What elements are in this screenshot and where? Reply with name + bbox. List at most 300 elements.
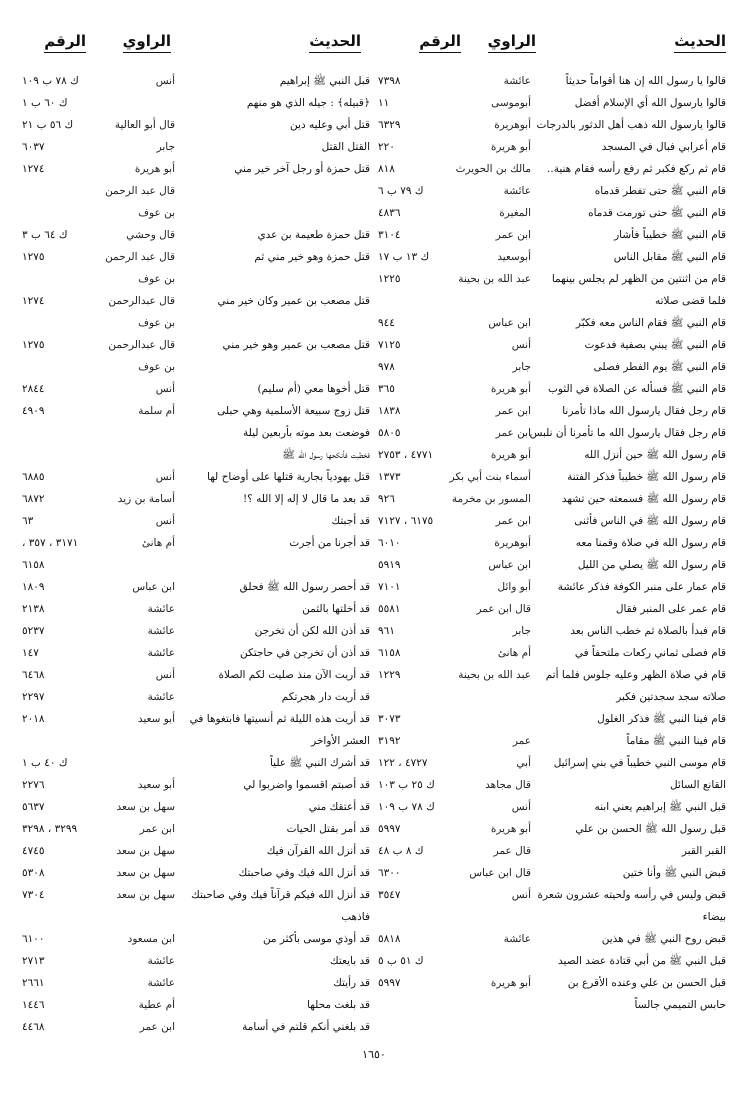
hadith-text: فخطبت فأنكحها رسول الله ﷺ [282, 449, 370, 461]
narrator: ابن عمر [495, 427, 531, 439]
narrator: أبو هريرة [490, 823, 531, 835]
narrator: جابر [512, 361, 531, 373]
hadith-text: قبل النبي ﷺ إبراهيم [279, 75, 370, 87]
narrator: أبو هريرة [490, 977, 531, 989]
right-index-column [378, 70, 726, 1030]
hadith-text: قتل حمزة أو رجل آخر خير مني [234, 163, 370, 175]
narrator: أبو سعيد [137, 779, 175, 791]
narrator: قال عبدالرحمن [108, 295, 175, 307]
hadith-text: فاذهب [341, 911, 370, 923]
reference-number: ١٤٤٦ [22, 999, 45, 1011]
hadith-text: فوضعت بعد موته بأربعين ليلة [243, 427, 370, 439]
narrator: أبو هريرة [490, 449, 531, 461]
narrator: بن عوف [138, 317, 175, 329]
narrator: أنس [155, 471, 175, 483]
reference-number: ٥٩٩٧ [378, 977, 401, 989]
narrator: أبو هريرة [490, 383, 531, 395]
hadith-text: قام فينا النبي ﷺ فذكر الغلول [597, 713, 726, 725]
header-number-left: الرقم [44, 32, 86, 53]
narrator: قال مجاهد [485, 779, 531, 791]
reference-number: ك ٤٠ ب ١ [22, 757, 68, 769]
hadith-text: قالوا يا رسول الله إن هنا أقواماً حديثاً [565, 75, 726, 87]
reference-number: ك ٦٠ ب ١ [22, 97, 68, 109]
index-entry [22, 290, 370, 312]
index-entry [378, 202, 726, 224]
index-entry [378, 994, 726, 1016]
narrator: أنس [155, 383, 175, 395]
hadith-text: القانع السائل [669, 779, 726, 791]
index-entry [22, 664, 370, 686]
hadith-text: قبل الحسن بن علي وعنده الأقرع بن [567, 977, 726, 989]
hadith-text: فلما قضى صلاته [654, 295, 726, 307]
narrator: أسامة بن زيد [117, 493, 175, 505]
reference-number: ٦٠١٠ [378, 537, 401, 549]
narrator: أبوموسى [491, 97, 531, 109]
hadith-text: قام رجل فقال يارسول الله ماذا تأمرنا [562, 405, 726, 417]
page-number: ١٦٥٠ [362, 1048, 386, 1061]
index-entry [22, 334, 370, 356]
hadith-text: قد أريت الآن منذ صليت لكم الصلاة [218, 669, 370, 681]
reference-number: ٦٣٢٩ [378, 119, 401, 131]
index-entry [378, 356, 726, 378]
narrator: عائشة [147, 977, 175, 989]
hadith-text: صلاته سجد سجدتين فكبر [616, 691, 726, 703]
reference-number: ٣٠٧٣ [378, 713, 401, 725]
narrator: أبو سعيد [137, 713, 175, 725]
narrator: ابن عمر [139, 1021, 175, 1033]
index-entry [22, 356, 370, 378]
index-entry [378, 950, 726, 972]
index-entry [378, 136, 726, 158]
hadith-text: قام من اثنتين من الظهر لم يجلس بينهما [551, 273, 726, 285]
index-entry [378, 884, 726, 906]
narrator: قال عمر [493, 845, 531, 857]
hadith-text: حابس التميمي جالساً [634, 999, 726, 1011]
index-entry [378, 92, 726, 114]
header-narrator-left: الراوي [123, 32, 171, 53]
reference-number: ١٨٣٨ [378, 405, 401, 417]
narrator: أنس [155, 515, 175, 527]
hadith-text: قد أخلتها بالثمن [302, 603, 370, 615]
reference-number: ٣١٩٢ [378, 735, 401, 747]
index-entry [378, 224, 726, 246]
narrator: مالك بن الحويرث [455, 163, 531, 175]
index-entry [378, 422, 726, 444]
index-entry [378, 928, 726, 950]
hadith-text: قام النبي ﷺ خطيباً فأشار [614, 229, 726, 241]
hadith-text: قد أريت دار هجرتكم [281, 691, 370, 703]
reference-number: ١٣٧٣ [378, 471, 401, 483]
hadith-text: قد أجرنا من أجرت [289, 537, 370, 549]
reference-number: ٧١٠١ [378, 581, 401, 593]
hadith-text: قام رسول الله ﷺ في الناس فأثنى [574, 515, 726, 527]
hadith-text: قام النبي ﷺ حتى تفطر قدماه [594, 185, 726, 197]
reference-number: ١٢٧٥ [22, 339, 45, 351]
reference-number: ك ٧٩ ب ٦ [378, 185, 424, 197]
hadith-text: قبض وليس في رأسه ولحيته عشرون شعرة [537, 889, 726, 901]
narrator: عائشة [503, 933, 531, 945]
reference-number: ٥٩٩٧ [378, 823, 401, 835]
reference-number: ٢٢٧٦ [22, 779, 45, 791]
index-entry [378, 620, 726, 642]
reference-number: ٦٠٣٧ [22, 141, 45, 153]
hadith-text: قتل يهودياً بجارية قتلها على أوضاح لها [207, 471, 370, 483]
index-entry [22, 620, 370, 642]
reference-number: ١٤٧ [22, 647, 39, 659]
index-entry [378, 554, 726, 576]
index-entry [22, 224, 370, 246]
narrator: أبوهريرة [494, 537, 531, 549]
hadith-text: قتل أخوها معي (أم سليم) [257, 383, 370, 395]
index-entry [378, 708, 726, 730]
hadith-text: قام رسول الله في صلاة وقمنا معه [575, 537, 726, 549]
narrator: أنس [511, 889, 531, 901]
hadith-text: قالوا يارسول الله أي الإسلام أفضل [574, 97, 726, 109]
hadith-text: قد بلغني أنكم قلتم في أسامة [242, 1021, 370, 1033]
index-entry [22, 818, 370, 840]
index-entry [378, 906, 726, 928]
narrator: قال عبد الرحمن [105, 251, 175, 263]
reference-number: ٤٤٦٨ [22, 1021, 45, 1033]
hadith-text: قد بلغت محلها [307, 999, 370, 1011]
reference-number: ٥٥٨١ [378, 603, 401, 615]
reference-number: ١٢٢٩ [378, 669, 401, 681]
reference-number: ٦٨٨٥ [22, 471, 45, 483]
narrator: ابن عمر [495, 515, 531, 527]
hadith-text: قد أجبتك [331, 515, 370, 527]
narrator: أبو هريرة [490, 141, 531, 153]
reference-number: ٧٣٩٨ [378, 75, 401, 87]
index-entry [22, 840, 370, 862]
hadith-text: قبل النبي ﷺ من أبي قتادة عضد الصيد [558, 955, 726, 967]
narrator: أبو وائل [497, 581, 531, 593]
narrator: ابن عمر [139, 823, 175, 835]
reference-number: ك ٨ ب ٤٨ [378, 845, 424, 857]
hadith-text: قد أنزل الله القرآن فيك [266, 845, 370, 857]
header-hadith-right: الحديث [674, 32, 726, 53]
reference-number: ٦١٧٥ ، ٧١٢٧ [378, 515, 434, 527]
hadith-text: قد أنزل الله فيكم قرآناً فيك وفي صاحبتك [191, 889, 370, 901]
index-entry [378, 180, 726, 202]
index-entry [378, 268, 726, 290]
header-narrator-right: الراوي [488, 32, 536, 53]
hadith-text: قام فبدأ بالصلاة ثم خطب الناس بعد [570, 625, 726, 637]
narrator: المسور بن مخرمة [451, 493, 531, 505]
reference-number: ١٢٧٥ [22, 251, 45, 263]
index-entry [378, 664, 726, 686]
index-entry [22, 400, 370, 422]
narrator: ابن عمر [495, 229, 531, 241]
narrator: قال عبد الرحمن [105, 185, 175, 197]
reference-number: ٥٦٣٧ [22, 801, 45, 813]
reference-number: ك ٧٨ ب ١٠٩ [378, 801, 435, 813]
index-entry [22, 972, 370, 994]
reference-number: ١٢٧٤ [22, 295, 45, 307]
index-entry [378, 972, 726, 994]
reference-number: ٧٣٠٤ [22, 889, 45, 901]
index-entry [378, 862, 726, 884]
reference-number: ٣١٧١ ، ٣٥٧ ، [22, 537, 79, 549]
narrator: قال ابن عمر [476, 603, 531, 615]
hadith-text: قام رسول الله ﷺ فسمعته حين تشهد [561, 493, 726, 505]
index-entry [378, 400, 726, 422]
hadith-text: قد أمر بقتل الحيات [286, 823, 370, 835]
hadith-text: قام عمر على المنبر فقال [615, 603, 726, 615]
reference-number: ٢١٣٨ [22, 603, 45, 615]
hadith-text: قد بايعتك [330, 955, 370, 967]
reference-number: ك ٢٥ ب ١٠٣ [378, 779, 435, 791]
hadith-text: قام موسى النبي خطيباً في بني إسرائيل [553, 757, 726, 769]
reference-number: ٥٨١٨ [378, 933, 401, 945]
hadith-text: قام النبي ﷺ حتى تورمت قدماه [588, 207, 726, 219]
index-entry [378, 488, 726, 510]
narrator: أنس [511, 801, 531, 813]
index-entry [22, 884, 370, 906]
reference-number: ك ١٣ ب ١٧ [378, 251, 430, 263]
index-entry [22, 444, 370, 466]
index-entry [378, 642, 726, 664]
hadith-text: قبض روح النبي ﷺ في هذين [601, 933, 726, 945]
index-entry [378, 246, 726, 268]
reference-number: ٢٦٦١ [22, 977, 45, 989]
reference-number: ١٨٠٩ [22, 581, 45, 593]
index-entry [22, 994, 370, 1016]
index-entry [22, 158, 370, 180]
hadith-text: قام النبي ﷺ فقام الناس معه فكبّر [575, 317, 726, 329]
hadith-text: قام في صلاة الظهر وعليه جلوس فلما أتم [545, 669, 726, 681]
narrator: قال أبو العالية [114, 119, 175, 131]
column-headers [22, 32, 726, 58]
reference-number: ك ٥٦ ب ٢١ [22, 119, 74, 131]
reference-number: ٢٢٩٧ [22, 691, 45, 703]
narrator: سهل بن سعد [116, 845, 175, 857]
hadith-text: قام النبي ﷺ مقابل الناس [613, 251, 726, 263]
reference-number: ٤٨٣٦ [378, 207, 401, 219]
index-entry [22, 466, 370, 488]
hadith-text: قد أوذي موسى بأكثر من [262, 933, 370, 945]
hadith-text: قام عمار على منبر الكوفة فذكر عائشة [557, 581, 726, 593]
header-number-right: الرقم [419, 32, 461, 53]
index-entry [378, 334, 726, 356]
left-index-column [22, 70, 370, 1033]
hadith-text: قتل أبي وعليه دين [290, 119, 370, 131]
index-entry [378, 686, 726, 708]
narrator: قال ابن عباس [469, 867, 531, 879]
index-entry [22, 708, 370, 730]
index-entry [22, 246, 370, 268]
reference-number: ٩٤٤ [378, 317, 395, 329]
index-entry [378, 312, 726, 334]
reference-number: ٩٧٨ [378, 361, 395, 373]
reference-number: ٥٣٠٨ [22, 867, 45, 879]
reference-number: ٣٥٤٧ [378, 889, 401, 901]
index-entry [22, 92, 370, 114]
index-entry [378, 576, 726, 598]
hadith-text: قتل حمزة طعيمة بن عدي [257, 229, 370, 241]
index-entry [22, 180, 370, 202]
index-entry [378, 840, 726, 862]
reference-number: ٥٩١٩ [378, 559, 401, 571]
reference-number: ١٢٧٤ [22, 163, 45, 175]
narrator: عائشة [503, 185, 531, 197]
hadith-text: قام رسول الله ﷺ خطيباً فذكر الفتنة [567, 471, 726, 483]
index-entry [22, 576, 370, 598]
reference-number: ٧١٢٥ [378, 339, 401, 351]
index-entry [22, 862, 370, 884]
reference-number: ٦٨٧٢ [22, 493, 45, 505]
hadith-text: قام النبي ﷺ يوم الفطر فصلى [593, 361, 726, 373]
index-entry [22, 1016, 370, 1038]
index-entry [22, 752, 370, 774]
narrator: ابن مسعود [127, 933, 175, 945]
narrator: عائشة [147, 603, 175, 615]
reference-number: ٢٠١٨ [22, 713, 45, 725]
narrator: سهل بن سعد [116, 889, 175, 901]
hadith-text: قام أعرابي فبال في المسجد [601, 141, 726, 153]
narrator: عبد الله بن بحينة [458, 669, 531, 681]
index-entry [378, 730, 726, 752]
reference-number: ٩٢٦ [378, 493, 395, 505]
index-entry [22, 554, 370, 576]
narrator: أبو هريرة [134, 163, 175, 175]
index-entry [22, 70, 370, 92]
index-entry [22, 796, 370, 818]
reference-number: ١٢٢٥ [378, 273, 401, 285]
hadith-text: قد بعد ما قال لا إله إلا الله ؟! [242, 493, 370, 505]
narrator: أنس [511, 339, 531, 351]
index-entry [378, 466, 726, 488]
index-entry [22, 202, 370, 224]
index-entry [22, 950, 370, 972]
narrator: ابن عباس [132, 581, 175, 593]
narrator: المغيرة [499, 207, 531, 219]
index-entry [378, 378, 726, 400]
narrator: أم عطية [138, 999, 175, 1011]
index-entry [22, 510, 370, 532]
narrator: أم هانئ [141, 537, 175, 549]
index-entry [22, 136, 370, 158]
narrator: ابن عباس [488, 317, 531, 329]
reference-number: ك ٥١ ب ٥ [378, 955, 424, 967]
index-entry [22, 268, 370, 290]
hadith-text: قالوا يارسول الله ذهب أهل الدثور بالدرجات [536, 119, 726, 131]
reference-number: ٦١٥٨ [22, 559, 45, 571]
narrator: أنس [155, 75, 175, 87]
index-entry [378, 510, 726, 532]
hadith-text: قبل رسول الله ﷺ الحسن بن علي [575, 823, 726, 835]
narrator: أنس [155, 669, 175, 681]
hadith-text: قام رسول الله ﷺ حين أنزل الله [584, 449, 726, 461]
index-entry [378, 444, 726, 466]
reference-number: ٢٨٤٤ [22, 383, 45, 395]
hadith-text: قام رجل فقال يارسول الله ما تأمرنا أن نلبس [529, 427, 726, 439]
narrator: بن عوف [138, 361, 175, 373]
reference-number: ٦٣٠٠ [378, 867, 401, 879]
narrator: عمر [512, 735, 531, 747]
narrator: أم سلمة [138, 405, 175, 417]
narrator: أسماء بنت أبي بكر [449, 471, 531, 483]
index-entry [22, 598, 370, 620]
hadith-text: قد أعتقك مني [308, 801, 370, 813]
narrator: بن عوف [138, 207, 175, 219]
reference-number: ٩٦١ [378, 625, 395, 637]
reference-number: ٨١٨ [378, 163, 395, 175]
index-entry [22, 488, 370, 510]
reference-number: ك ٧٨ ب ١٠٩ [22, 75, 79, 87]
index-entry [22, 312, 370, 334]
narrator: عائشة [147, 955, 175, 967]
index-entry [22, 928, 370, 950]
index-entry [378, 752, 726, 774]
narrator: عائشة [147, 647, 175, 659]
index-entry [22, 686, 370, 708]
narrator: عائشة [147, 625, 175, 637]
reference-number: ٤٧٢٧ ، ١٢٢ [378, 757, 428, 769]
index-entry [22, 532, 370, 554]
hadith-text: ﴿قبيله﴾ : جيله الذي هو منهم [246, 97, 370, 109]
index-entry [378, 158, 726, 180]
reference-number: ٦٤٦٨ [22, 669, 45, 681]
hadith-text: قتل مصعب بن عمير وهو خير مني [222, 339, 370, 351]
hadith-text: قد أنزل الله فيك وفي صاحبتك [238, 867, 370, 879]
index-entry [378, 532, 726, 554]
hadith-text: قد أذن الله لكن أن تخرجن [254, 625, 370, 637]
hadith-text: قتل زوج سبيعة الأسلمية وهي حبلى [217, 405, 370, 417]
index-entry [378, 598, 726, 620]
narrator: سهل بن سعد [116, 801, 175, 813]
index-entry [378, 70, 726, 92]
hadith-text: العشر الأواخر [311, 735, 370, 747]
index-entry [22, 378, 370, 400]
narrator: ابن عباس [488, 559, 531, 571]
narrator: عبد الله بن بحينة [458, 273, 531, 285]
index-entry [378, 818, 726, 840]
reference-number: ٢٢٠ [378, 141, 395, 153]
narrator: جابر [512, 625, 531, 637]
reference-number: ١١ [378, 97, 390, 109]
narrator: قال عبدالرحمن [108, 339, 175, 351]
index-entry [22, 774, 370, 796]
narrator: أبي [516, 757, 531, 769]
hadith-text: قد أصبتم اقسموا واضربوا لي [243, 779, 370, 791]
narrator: أبوهريرة [494, 119, 531, 131]
hadith-text: قام النبي ﷺ يبني بصفية فدعوت [584, 339, 726, 351]
reference-number: ٦١٠٠ [22, 933, 45, 945]
hadith-text: قتل حمزة وهو خير مني ثم [254, 251, 370, 263]
hadith-text: بيضاء [702, 911, 726, 923]
reference-number: ٦١٥٨ [378, 647, 401, 659]
hadith-text: القبر القبر [681, 845, 726, 857]
narrator: عائشة [147, 691, 175, 703]
index-entry [22, 642, 370, 664]
hadith-text: القتل القتل [321, 141, 370, 153]
index-entry [378, 114, 726, 136]
hadith-text: قتل مصعب بن عمير وكان خير مني [217, 295, 370, 307]
narrator: أبوسعيد [497, 251, 531, 263]
reference-number: ٤٩٠٩ [22, 405, 45, 417]
narrator: ابن عمر [495, 405, 531, 417]
index-entry [378, 290, 726, 312]
narrator: بن عوف [138, 273, 175, 285]
hadith-text: قد رأيتك [333, 977, 370, 989]
index-entry [22, 114, 370, 136]
narrator: عائشة [503, 75, 531, 87]
narrator: سهل بن سعد [116, 867, 175, 879]
index-entry [22, 730, 370, 752]
index-entry [378, 796, 726, 818]
narrator: قال وحشي [126, 229, 175, 241]
narrator: جابر [156, 141, 175, 153]
